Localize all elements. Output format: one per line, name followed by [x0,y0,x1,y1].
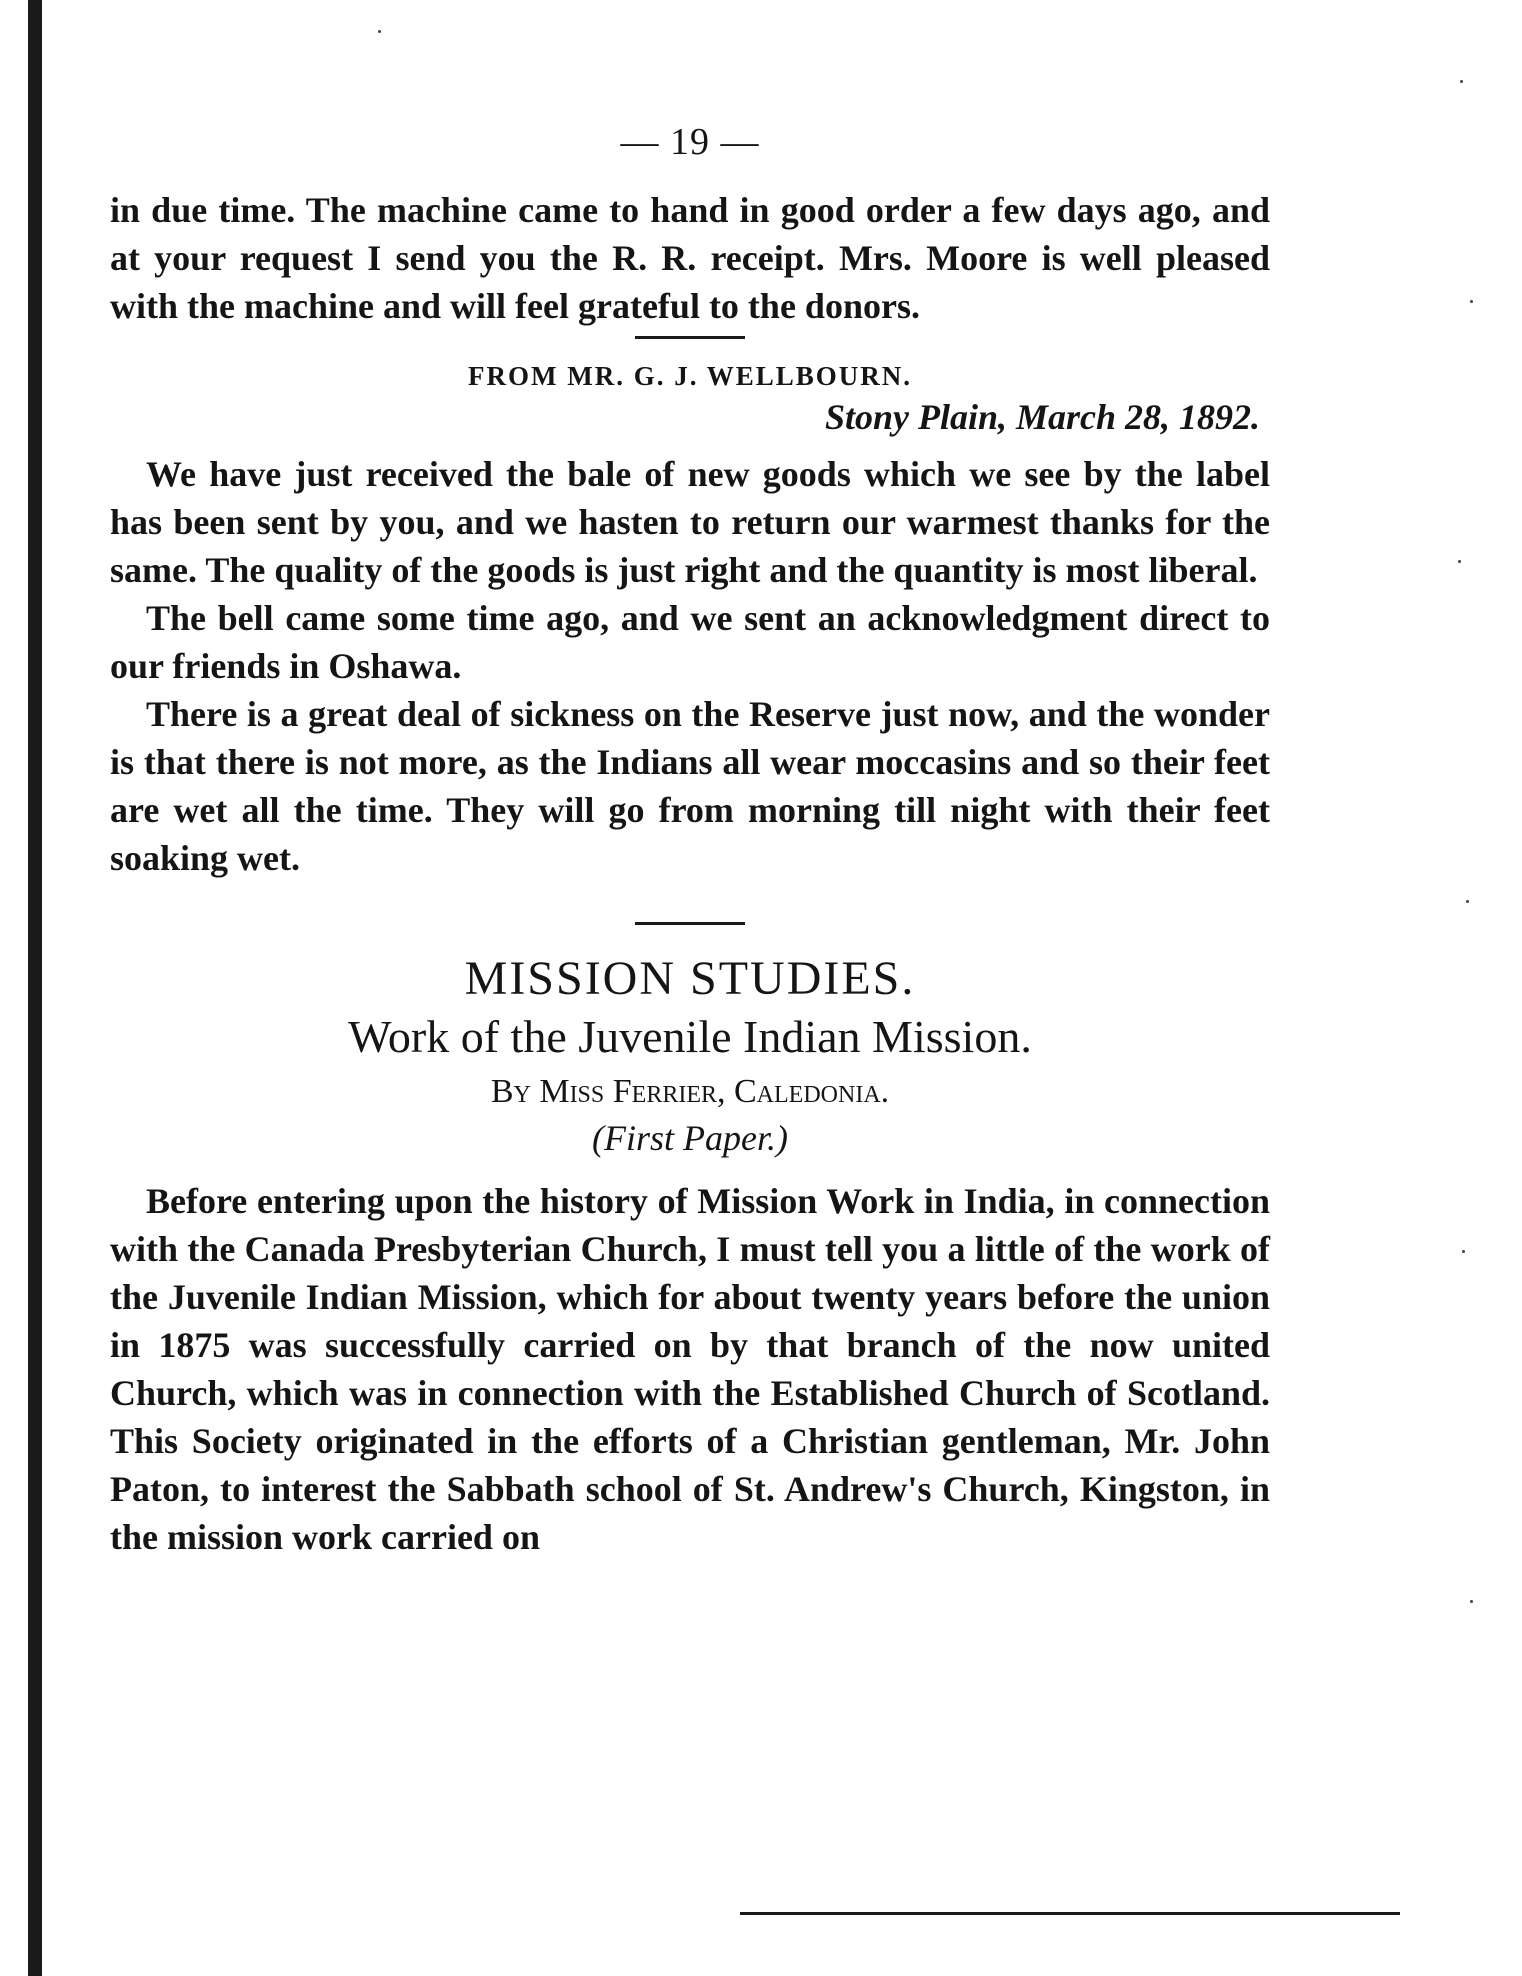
page-content [110,120,1270,1561]
page-speck [1470,300,1473,303]
letter-paragraph-2: The bell came some time ago, and we sent an acknowledgment direct to our friends in Oshawa. [110,598,1270,686]
section-divider [635,336,745,339]
letter-heading: FROM MR. G. J. WELLBOURN. [467,361,912,391]
article-subtitle: Work of the Juvenile Indian Mission. [348,1011,1032,1062]
section-divider-2 [635,922,745,925]
page-speck [1470,1600,1473,1603]
article-title: MISSION STUDIES. [464,952,916,1005]
bottom-edge-rule [740,1912,1400,1915]
binding-edge [28,0,42,1976]
page-speck [1466,900,1469,903]
letter-dateline: Stony Plain, March 28, 1892. [824,397,1260,437]
page-speck [378,30,381,33]
article-paragraph: Before entering upon the history of Mission Work in India, in connection with the Canada Presbyterian Church, I must tell you a little of the work of the Juvenile Indian Mission, which for about twenty years before the union in 1875 was successfully carried on by that branch of the now united Church, which was in connection with the Established Church of Scotland. This Society originated in the efforts of a Christian gentleman, Mr. John Paton, to interest the Sabbath school of St. Andrew's Church, Kingston, in the mission work carried on [110,1181,1270,1557]
article-byline: By Miss Ferrier, Caledonia. [490,1073,890,1110]
continuation-paragraph: in due time. The machine came to hand in good order a few days ago, and at your request I send you the R. R. receipt. Mrs. Moore is well pleased with the machine and will feel grateful to the donors. [110,190,1270,326]
letter-paragraph-3: There is a great deal of sickness on the Reserve just now, and the wonder is that there is not more, as the Indians all wear moccasins and so their feet are wet all the time. They will go from morning till night with their feet soaking wet. [110,694,1270,878]
letter-paragraph-1: We have just received the bale of new goods which we see by the label has been sent by you, and we hasten to return our warmest thanks for the same. The quality of the goods is just right and the quantity is most liberal. [110,454,1270,590]
page-speck [1462,1250,1465,1253]
page-speck [1458,560,1461,563]
article-note: (First Paper.) [592,1118,788,1158]
page-speck [1460,80,1463,83]
page-number: — 19 — [620,121,760,163]
